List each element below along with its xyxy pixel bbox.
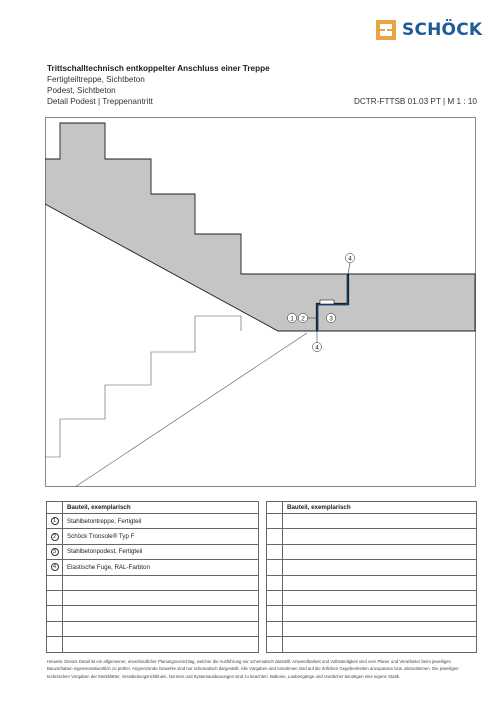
table-row xyxy=(267,514,477,529)
table-row xyxy=(47,590,259,605)
table-row xyxy=(267,529,477,544)
lower-stair-outline xyxy=(45,316,241,457)
label-4-bottom xyxy=(312,342,321,351)
subtitle-line-1: Fertigteiltreppe, Sichtbeton xyxy=(47,75,145,84)
tronsole-element xyxy=(320,300,334,304)
parts-table-header-row xyxy=(47,502,259,514)
row-number: 3 xyxy=(51,548,59,556)
parts-table-left xyxy=(46,501,259,653)
parts-table-right xyxy=(266,501,477,653)
table-row xyxy=(267,606,477,621)
table-row xyxy=(47,637,259,652)
schoeck-logo-mark-icon xyxy=(376,20,396,40)
table-row xyxy=(47,575,259,590)
table-row xyxy=(267,590,477,605)
part-description: Schöck Tronsole® Typ F xyxy=(63,529,259,544)
table-row xyxy=(267,544,477,559)
parts-table-right-header-row xyxy=(267,502,477,514)
table-row xyxy=(267,560,477,575)
table-row xyxy=(267,575,477,590)
label-3-text: 3 xyxy=(329,315,333,323)
part-description: Stahlbetontreppe, Fertigteil xyxy=(63,514,259,529)
label-3 xyxy=(326,313,335,322)
part-description: Stahlbetonpodest, Fertigteil xyxy=(63,544,259,559)
row-number: 1 xyxy=(51,517,59,525)
label-2 xyxy=(298,313,307,322)
part-description: Elastische Fuge, RAL-Farbton xyxy=(63,560,259,575)
row-number: 2 xyxy=(51,533,59,541)
parts-table-right-header: Bauteil, exemplarisch xyxy=(283,502,477,514)
brand-name: SCHÖCK xyxy=(402,20,483,40)
schoeck-logo xyxy=(376,18,482,42)
subtitle-line-3: Detail Podest | Treppenantritt xyxy=(47,97,153,106)
label-4-top xyxy=(345,253,354,262)
table-row xyxy=(267,637,477,652)
subtitle-line-2: Podest, Sichtbeton xyxy=(47,86,116,95)
stair-concrete-fill xyxy=(45,123,475,331)
label-4-bottom-text: 4 xyxy=(315,344,319,352)
label-1-text: 1 xyxy=(290,315,294,323)
drawing-title: Trittschalltechnisch entkoppelter Anschluss einer Treppe xyxy=(47,64,270,73)
parts-table-header: Bauteil, exemplarisch xyxy=(63,502,259,514)
table-row xyxy=(47,529,259,544)
row-number: 4 xyxy=(51,563,59,571)
table-row xyxy=(47,544,259,559)
subtitle-row xyxy=(47,96,477,107)
table-row xyxy=(267,621,477,636)
drawing-header xyxy=(47,63,477,107)
disclaimer-note: Hinweis: Dieses Detail ist ein allgemeiner, unverbindlicher Planungsvorschlag, welcher die Ausführung nur schematisch darstellt. Anwendbarkeit und Vollständigkeit sind vom Planer und Verarbeiter beim jeweiligen Bauvorhaben eigenverantwortlich zu prüfen. Angrenzende Gewerke sind nur schematisch dargestellt. Alle Vorgaben und Annahmen sind auf die örtlichen Gegebenheiten anzupassen bzw. abzustimmen. Die jeweiligen technischen Vorgaben der Merkblätter, Verarbeitungsrichtlinien, Normen und Systemausbauungen sind zu beachten. Balkone, Laubengänge und Vordächer benötigen eine eigene Statik. xyxy=(47,659,459,679)
table-row xyxy=(47,621,259,636)
label-2-text: 2 xyxy=(301,315,305,323)
label-4-top-text: 4 xyxy=(348,255,352,263)
drawing-code-scale: DCTR-FTTSB 01.03 PT | M 1 : 10 xyxy=(353,97,477,106)
table-row xyxy=(47,514,259,529)
table-row xyxy=(47,560,259,575)
lower-stair-soffit xyxy=(75,333,307,487)
table-row xyxy=(47,606,259,621)
stair-detail-drawing xyxy=(45,117,476,487)
label-1 xyxy=(287,313,296,322)
